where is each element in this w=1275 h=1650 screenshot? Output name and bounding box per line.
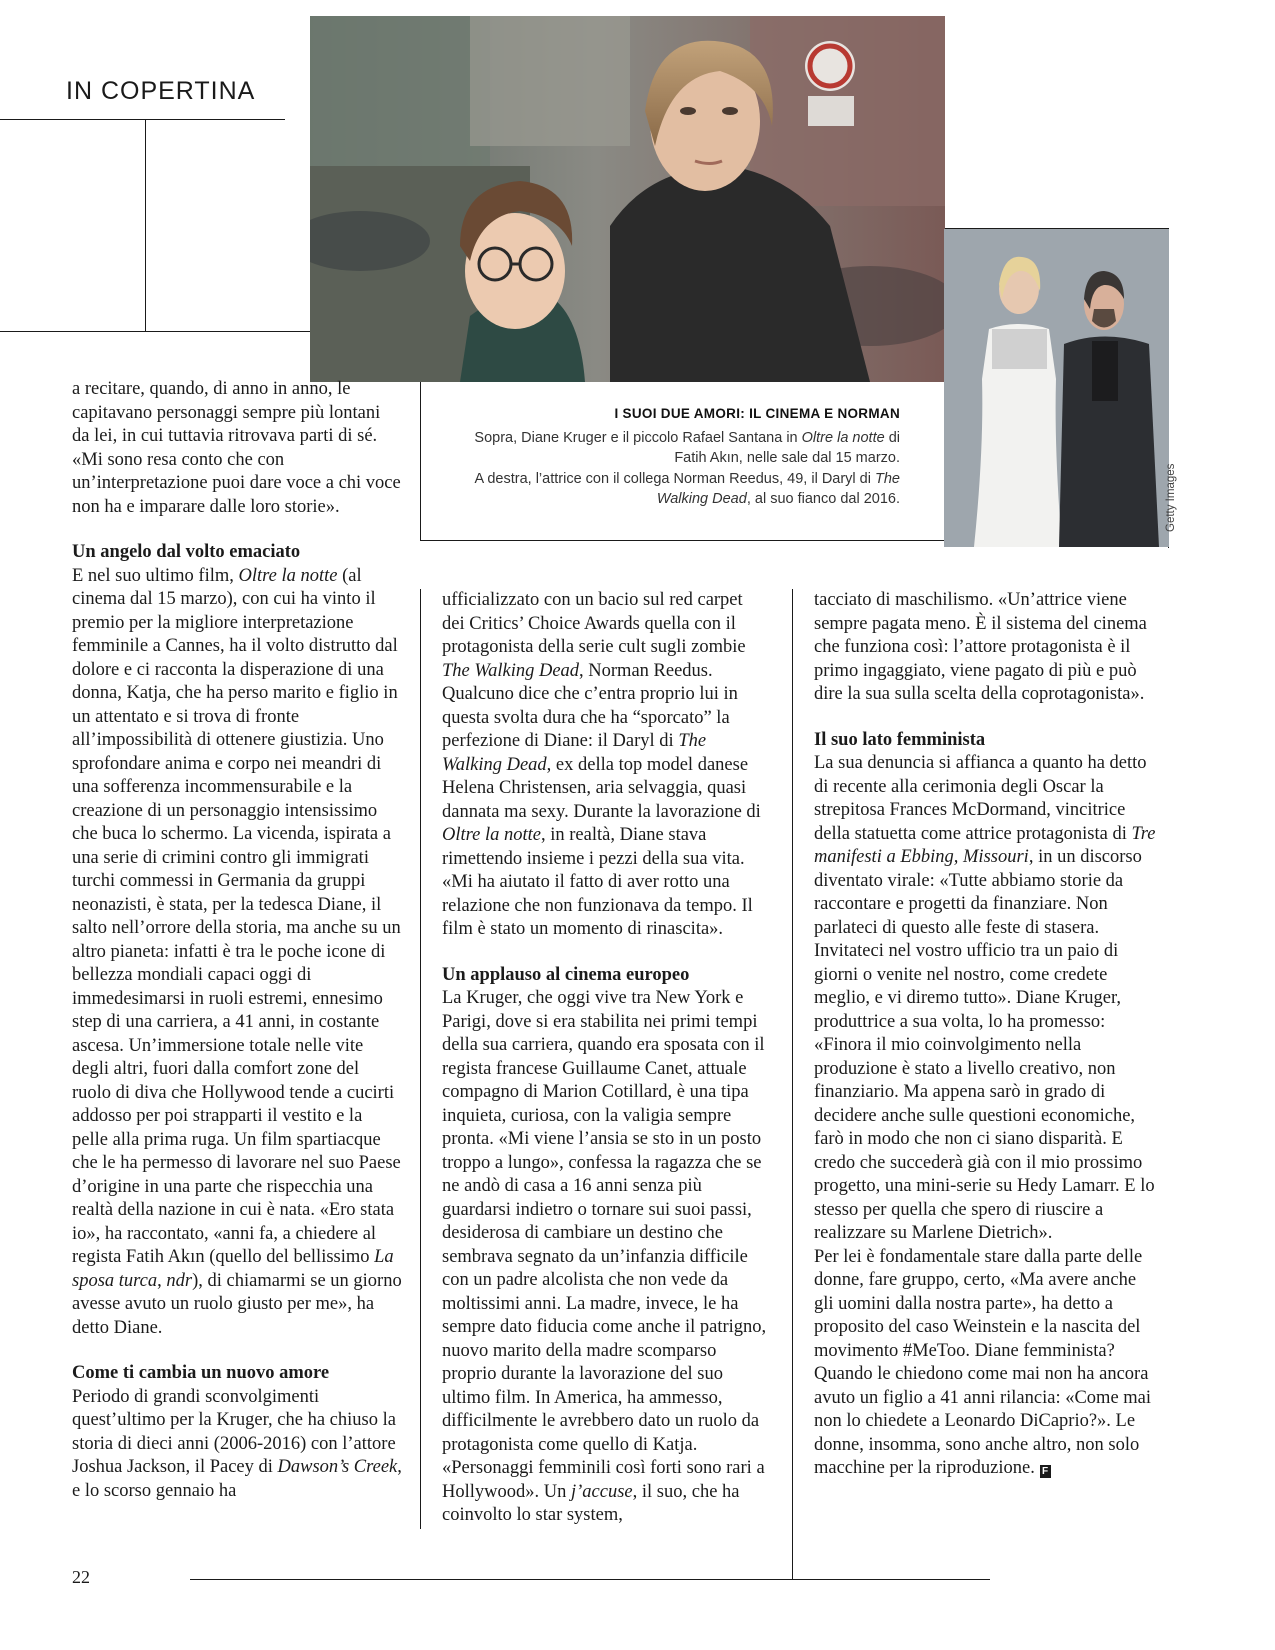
paragraph: E nel suo ultimo film, Oltre la notte (al cinema dal 15 marzo), con cui ha vinto il premio per la migliore interpretazione femminile a Cannes, ha il volto distrutto dal dolore e ci racconta la disperazione di una donna, Katja, che ha perso marito e figlio in un attentato e si trova di fronte all’impossibilità di ottenere giustizia. Uno sprofondare anima e corpo nei meandri di una sofferenza incommensurabile e la creazione di un personaggio intensissimo che buca lo schermo. La vicenda, ispirata a una serie di crimini contro gli immigrati turchi commessi in Germania da gruppi neonazisti, è stata, per la tedesca Diane, il salto nell’orrore della storia, ma anche su un altro pianeta: infatti è tra le poche icone di bellezza mondiali capaci oggi di immedesimarsi in ruoli estremi, ennesimo step di una carriera, a 41 anni, in costante ascesa. Un’immersione totale nelle vite degli altri, fuori dalla comfort zone del ruolo di diva che Hollywood tende a cucirti addosso per poi strapparti il vestito e la pelle alla prima ruga. Un film spartiacque che le ha permesso di lavorare nel suo Paese d’origine in una parte che rispecchia una realtà della nazione in cui è nata. «Ero stata io», ha raccontato, «anni fa, a chiedere al regista Fatih Akın (quello del bellissimo La sposa turca, ndr), di chiamarmi se un giorno avesse avuto un ruolo giusto per me», ha detto Diane. <box>72 565 402 1338</box>
paragraph: Per lei è fondamentale stare dalla parte delle donne, fare gruppo, certo, «Ma avere anche gli uomini dalla nostra parte», ha detto a proposito del caso Weinstein e la nascita del movimento #MeToo. Diane femminista? Quando le chiedono come mai non ha ancora avuto un figlio a 41 anni rilancia: «Come mai non lo chiedete a Leonardo DiCaprio?». Le donne, insomma, sono anche altro, non solo macchine per la riproduzione. F <box>814 1246 1152 1478</box>
photo-caption <box>440 404 900 510</box>
header-rule <box>0 119 285 120</box>
subheading-amore: Come ti cambia un nuovo amore <box>72 1363 330 1383</box>
column-divider-1 <box>420 589 421 1529</box>
photo-credit: Getty Images <box>1165 463 1177 532</box>
column-divider-2 <box>792 589 793 1579</box>
caption-line-2: A destra, l’attrice con il collega Norman Reedus, 49, il Daryl di The Walking Dead, al suo fianco dal 2016. <box>474 470 900 507</box>
section-label: IN COPERTINA <box>66 77 256 105</box>
paragraph: Periodo di grandi sconvolgimenti quest’ultimo per la Kruger, che ha chiuso la storia di dieci anni (2006-2016) con l’attore Joshua Jackson, il Pacey di Dawson’s Creek, e lo scorso gennaio ha <box>72 1386 402 1501</box>
paragraph: tacciato di maschilismo. «Un’attrice viene sempre pagata meno. È il sistema del cinema che funziona così: l’attore protagonista è il primo ingaggiato, viene pagato di più e può dire la sua sulla scelta della coprotagonista». <box>814 590 1147 704</box>
caption-title: I SUOI DUE AMORI: IL CINEMA E NORMAN <box>614 406 900 421</box>
article-column-1 <box>72 378 402 1503</box>
footer-rule <box>190 1579 990 1580</box>
end-of-article-mark: F <box>1040 1465 1051 1478</box>
subheading-cinema-europeo: Un applauso al cinema europeo <box>442 964 690 985</box>
paragraph: La Kruger, che oggi vive tra New York e Parigi, dove si era stabilita nei primi tempi della sua carriera, quando era sposata con il regista francese Guillaume Canet, attuale compagno di Marion Cotillard, è una tipa inquieta, curiosa, con la valigia sempre pronta. «Mi viene l’ansia se sto in un posto troppo a lungo», confessa la ragazza che se ne andò di casa a 16 anni senza più guardarsi indietro o tornare sui suoi passi, desiderosa di cambiare un destino che sembrava segnato da un’infanzia difficile con un padre alcolista che non vede da moltissimi anni. La madre, invece, le ha sempre dato fiducia come anche il patrigno, nuovo marito della madre scomparso proprio durante la lavorazione del suo ultimo film. In America, ha ammesso, difficilmente le avrebbero dato un ruolo da protagonista come quello di Katja. «Personaggi femminili così forti sono rari a Hollywood». Un j’accuse, il suo, che ha coinvolto lo star system, <box>442 988 767 1525</box>
red-carpet-illustration <box>944 229 1169 547</box>
caption-line-1: Sopra, Diane Kruger e il piccolo Rafael Santana in Oltre la notte di Fatih Akın, nelle sale dal 15 marzo. <box>474 429 900 466</box>
article-column-2 <box>442 589 767 1528</box>
header-vertical-rule <box>145 119 146 331</box>
caption-box-bottom-rule <box>420 540 944 541</box>
subheading-femminista: Il suo lato femminista <box>814 729 986 750</box>
paragraph: ufficializzato con un bacio sul red carpet dei Critics’ Choice Awards quella con il protagonista della serie cult sugli zombie The Walking Dead, Norman Reedus. Qualcuno dice che c’entra proprio lui in questa svolta dura che ha “sporcato” la perfezione di Diane: il Daryl di The Walking Dead, ex della top model danese Helena Christensen, aria selvaggia, quasi dannata ma sexy. Durante la lavorazione di Oltre la notte, in realtà, Diane stava rimettendo insieme i pezzi della sua vita. «Mi ha aiutato il fatto di aver rotto una relazione che non funzionava da tempo. Il film è stato un momento di rinascita». <box>442 590 761 939</box>
street-scene-illustration <box>310 16 945 382</box>
paragraph: La sua denuncia si affianca a quanto ha detto di recente alla cerimonia degli Oscar la strepitosa Frances McDormand, vincitrice della statuetta come attrice protagonista di Tre manifesti a Ebbing, Missouri, in un discorso diventato virale: «Tutte abbiamo storie da raccontare e progetti da finanziare. Non parlateci di questo alle feste di stasera. Invitateci nel vostro ufficio tra un paio di giorni o venite nel nostro, come credete meglio, e vi diremo tutto». Diane Kruger, produttrice a sua volta, lo ha promesso: «Finora il mio coinvolgimento nella produzione è stato a livello creativo, non finanziario. Ma appena sarò in grado di decidere anche sulle questioni economiche, farò in modo che non ci siano disparità. E credo che succederà già con il mio prossimo progetto, una mini-serie su Hedy Lamarr. E lo stesso per quella che spero di riuscire a realizzare su Marlene Dietrich». <box>814 753 1156 1243</box>
subheading-angelo: Un angelo dal volto emaciato <box>72 542 301 562</box>
page-number: 22 <box>72 1567 90 1587</box>
cover-photo-main <box>310 16 945 382</box>
cover-photo-couple <box>944 229 1169 547</box>
paragraph: a recitare, quando, di anno in anno, le capitavano personaggi sempre più lontani da lei, in cui tuttavia ritrovava parti di sé. «Mi sono resa conto che con un’interpretazione puoi dare voce a chi voce non ha e imparare dalle loro storie». <box>72 379 401 517</box>
article-column-3 <box>814 589 1159 1481</box>
